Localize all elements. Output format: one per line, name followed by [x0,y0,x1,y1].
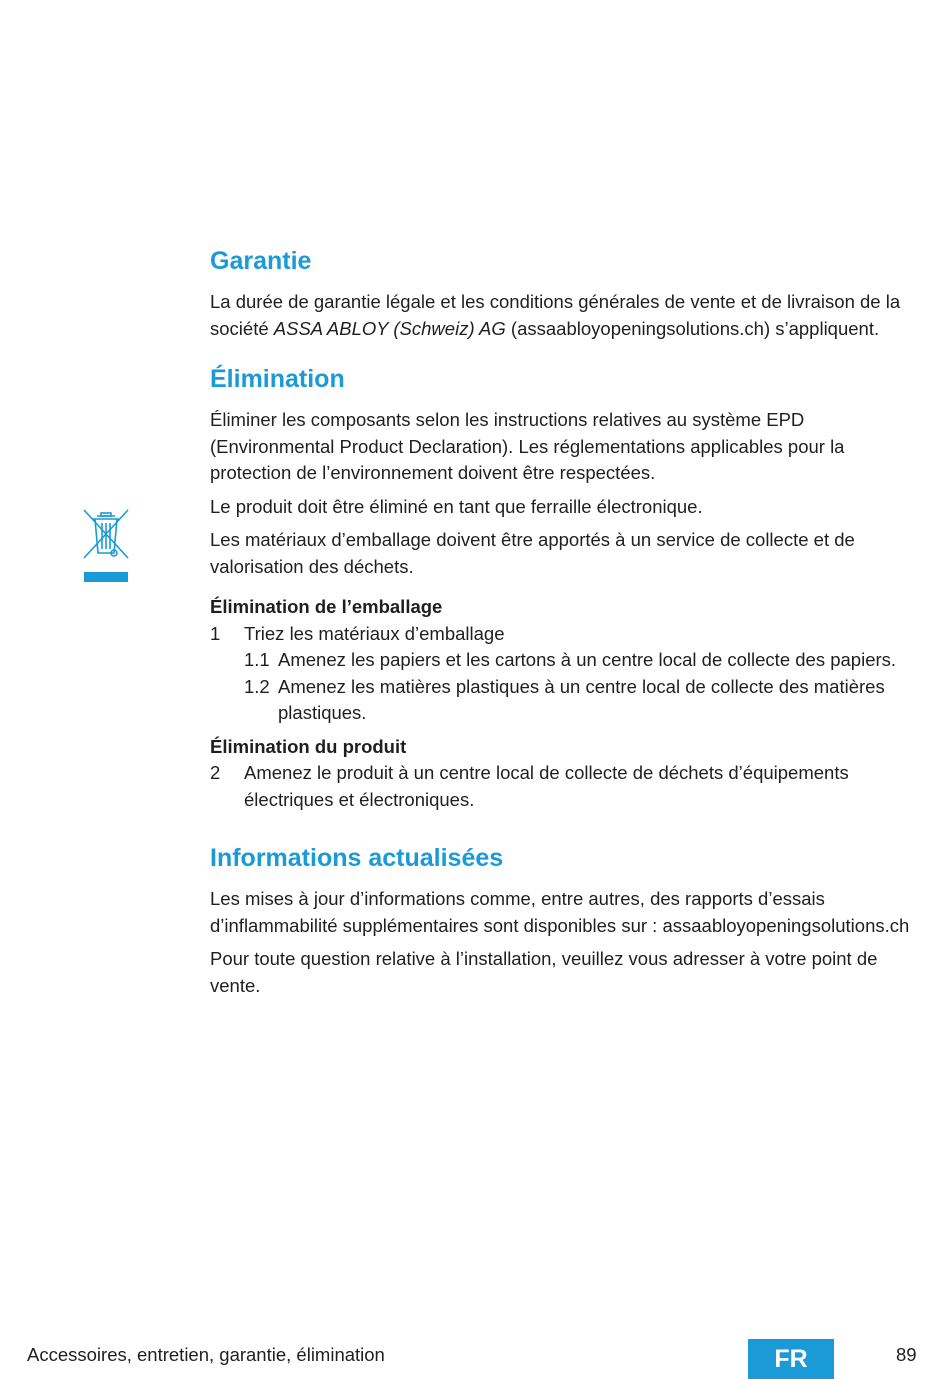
elimination-paragraph: Le produit doit être éliminé en tant que ferraille électronique. [210,495,703,517]
language-badge: FR [748,1339,834,1379]
updates-paragraph: Les mises à jour d’informations comme, entre autres, des rapports d’essais d’inflammabilité supplémentaires sont disponibles sur : assaabloyopeningsolutions.ch [210,888,910,936]
list-item: 1.1 Amenez les papiers et les cartons à un centre local de collecte des papiers. [244,649,897,670]
company-name: ASSA ABLOY (Schweiz) AG [273,317,506,339]
list-item: 1 Triez les matériaux d’emballage [210,622,505,644]
garantie-heading: Garantie [210,247,312,275]
garantie-text: La durée de garantie légale et les conditions générales de vente et de livraison de la société ASSA ABLOY (Schweiz) AG (assaabloyopeningsolutions.ch) s’appliquent. [210,291,901,339]
elimination-heading: Élimination [210,365,345,393]
elimination-paragraph: Les matériaux d’emballage doivent être apportés à un service de collecte et de valorisation des déchets. [210,529,855,577]
updates-heading: Informations actualisées [210,844,504,872]
list-item: 1.2 Amenez les matières plastiques à un centre local de collecte des matières plastiques. [244,675,885,723]
packaging-heading: Élimination de l’emballage [210,596,443,617]
elimination-paragraph: Éliminer les composants selon les instructions relatives au système EPD (Environmental Product Declaration). Les réglementations applicables pour la protection de l’environnement doivent être respectées. [210,409,845,483]
footer-section-title: Accessoires, entretien, garantie, élimination [27,1344,385,1365]
page-content [210,246,922,999]
list-item: 2 Amenez le produit à un centre local de collecte de déchets d’équipements électriques et électroniques. [210,762,849,810]
product-heading: Élimination du produit [210,735,407,757]
updates-paragraph: Pour toute question relative à l’installation, veuillez vous adresser à votre point de vente. [210,948,878,996]
page-number: 89 [896,1344,917,1365]
weee-crossed-bin-icon [82,508,130,583]
